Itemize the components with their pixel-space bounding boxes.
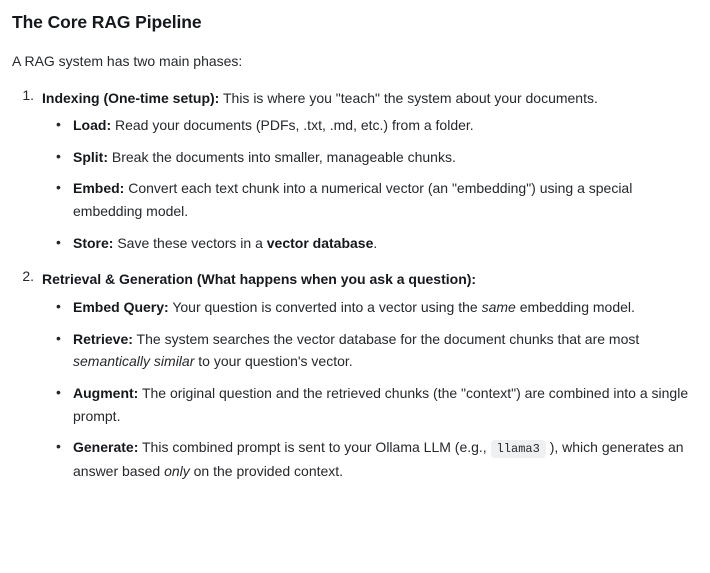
list-item-text: . (373, 234, 378, 251)
inline-code: llama3 (491, 440, 546, 458)
list-item (73, 177, 698, 222)
list-item-label: Embed Query: (73, 298, 169, 315)
list-item (73, 232, 698, 255)
list-item (73, 328, 698, 373)
pipeline-phase-list (12, 87, 698, 483)
intro-paragraph: A RAG system has two main phases: (12, 53, 243, 69)
list-item (73, 114, 698, 137)
list-item-label: Generate: (73, 439, 139, 456)
pipeline-phase (42, 268, 698, 482)
list-item-text: Convert each text chunk into a numerical vector (an "embedding") using a special embedding model. (73, 180, 633, 220)
pipeline-phase-description: This is where you "teach" the system about your documents. (219, 89, 598, 106)
pipeline-phase-label: Retrieval & Generation (What happens when you ask a question): (42, 271, 477, 288)
emphasis-strong: vector database (266, 234, 374, 251)
emphasis-italic: semantically similar (73, 353, 195, 370)
emphasis-italic: only (164, 462, 190, 479)
list-item-text: Your question is converted into a vector using the (168, 298, 482, 315)
list-item-text: Save these vectors in a (113, 234, 267, 251)
list-item-text: The system searches the vector database for the document chunks that are most (132, 330, 640, 347)
list-item-label: Embed: (73, 180, 125, 197)
list-item-text: ), which generates an answer based (73, 439, 684, 479)
list-item (73, 146, 698, 169)
pipeline-phase (42, 87, 698, 255)
list-item-text: on the provided context. (189, 462, 344, 479)
emphasis-italic: same (481, 298, 516, 315)
pipeline-step-list (42, 114, 698, 254)
list-item-text: to your question's vector. (194, 353, 353, 370)
list-item-label: Split: (73, 148, 108, 165)
list-item-text: This combined prompt is sent to your Ollama LLM (e.g., (138, 439, 491, 456)
list-item-text: The original question and the retrieved chunks (the "context") are combined into a single prompt. (73, 384, 689, 424)
pipeline-phase-label: Indexing (One-time setup): (42, 89, 220, 106)
list-item (73, 382, 698, 427)
list-item-label: Augment: (73, 384, 139, 401)
list-item-label: Retrieve: (73, 330, 133, 347)
list-item (73, 296, 698, 319)
pipeline-step-list (42, 296, 698, 482)
page-title: The Core RAG Pipeline (12, 12, 202, 32)
list-item-text: Break the documents into smaller, manageable chunks. (108, 148, 456, 165)
pipeline-phase-heading (42, 268, 698, 290)
pipeline-phase-heading (42, 87, 698, 109)
list-item-label: Load: (73, 117, 112, 134)
list-item-text: embedding model. (515, 298, 635, 315)
list-item-text: Read your documents (PDFs, .txt, .md, etc.) from a folder. (111, 117, 474, 134)
list-item (73, 436, 698, 482)
list-item-label: Store: (73, 234, 114, 251)
